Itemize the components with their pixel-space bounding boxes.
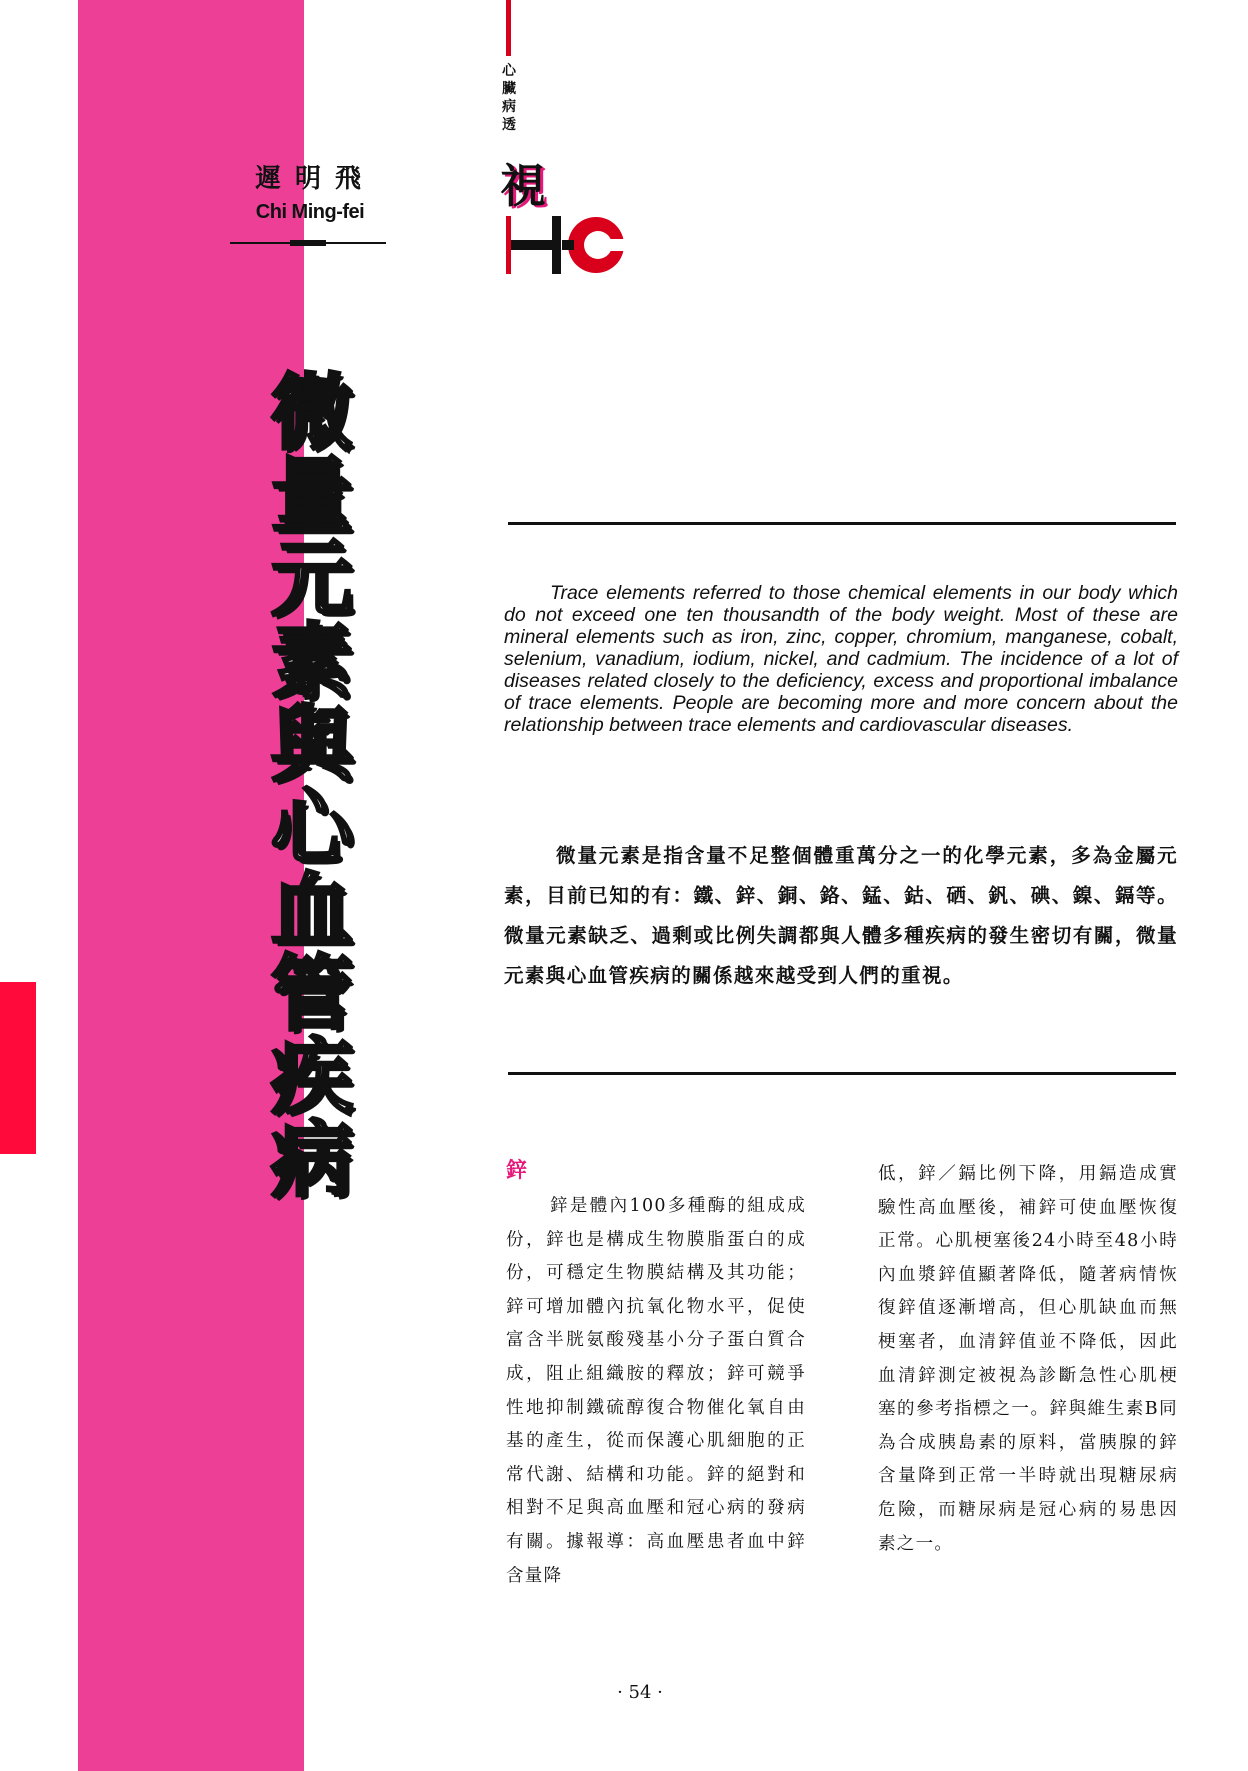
title-char: 管 [270,947,353,1042]
title-char: 元 [270,532,353,627]
title-char: 微 [270,366,353,461]
divider-top [508,522,1176,525]
author-block [230,158,390,224]
abstract-english: Trace elements referred to those chemical elements in our body which do not exceed one ten thousandth of the body weight. Most of these are mineral elements such as iron, zinc, copper, chromium, manganese, cobalt, selenium, vanadium, iodium, nickel, and cadmium. The incidence of a lot of diseases related closely to the deficiency, excess and proportional imbalance of trace elements. People are becoming more and more concern about the relationship between trace elements and cardiovascular diseases. [504,582,1178,736]
column-series-label: 心臟病透 [502,63,516,133]
author-name-zh: 遲明飛 [254,164,375,194]
column-big-char: 視 [500,159,546,213]
title-char: 疾 [270,1030,353,1125]
title-char: 心 [270,781,353,876]
title-char: 病 [270,1113,353,1208]
abstract-chinese: 微量元素是指含量不足整個體重萬分之一的化學元素，多為金屬元素，目前已知的有：鐵、鋅、銅、鉻、錳、鈷、硒、釩、碘、鎳、鎘等。微量元素缺乏、過剩或比例失調都與人體多種疾病的發生密切有關，微量元素與心血管疾病的關係越來越受到人們的重視。 [504,844,1178,987]
body-column-right: 低，鋅／鎘比例下降，用鎘造成實驗性高血壓後，補鋅可使血壓恢復正常。心肌梗塞後24小時至48小時內血漿鋅值顯著降低，隨著病情恢復鋅值逐漸增高，但心肌缺血而無梗塞者，血清鋅值並不降低，因此血清鋅測定被視為診斷急性心肌梗塞的參考指標之一。鋅與維生素B同為合成胰島素的原料，當胰腺的鋅含量降到正常一半時就出現糖尿病危險，而糖尿病是冠心病的易患因素之一。 [878,1164,1178,1554]
page-number: · 54 · [617,1682,663,1703]
author-rule-tick [290,240,326,246]
title-char: 量 [270,449,353,544]
title-char: 素 [270,615,353,710]
divider-bottom [508,1072,1176,1075]
hc-logo-icon [504,212,634,278]
title-char: 與 [270,698,353,793]
article-title [262,366,362,1208]
body-column-left: 鋅是體內100多種酶的組成成份，鋅也是構成生物膜脂蛋白的成份，可穩定生物膜結構及其功能；鋅可增加體內抗氧化物水平，促使富含半胱氨酸殘基小分子蛋白質合成，阻止組織胺的釋放；鋅可競爭性地抑制鐵硫醇復合物催化氧自由基的產生，從而保護心肌細胞的正常代謝、結構和功能。鋅的絕對和相對不足與高血壓和冠心病的發病有關。據報導：高血壓患者血中鋅含量降 [506,1196,806,1586]
decorative-red-tab [0,982,36,1154]
section-heading: 鋅 [506,1158,527,1182]
title-char: 血 [270,864,353,959]
column-bar [506,0,511,56]
author-name-en: Chi Ming-fei [255,201,365,223]
